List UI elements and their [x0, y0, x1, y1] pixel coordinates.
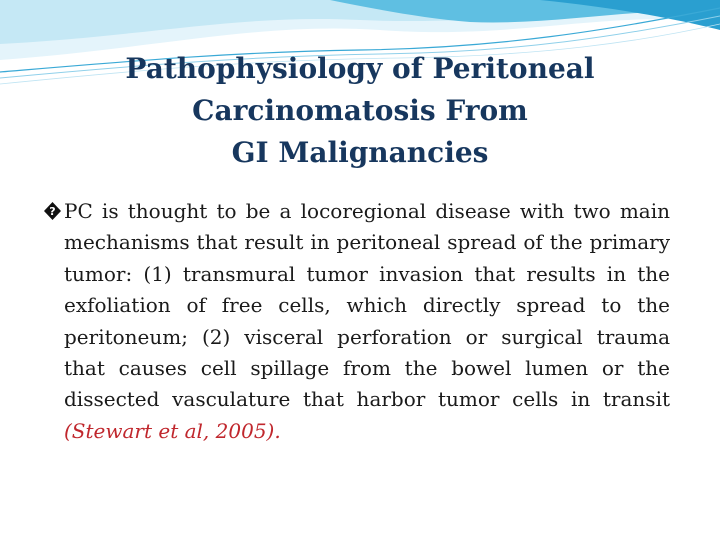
body-text: PC is thought to be a locoregional disease with two main mechanisms that result in peritoneal spread of the primary tumor: (1) transmural tumor invasion that results in the exfoliation of free cells, which directly spread to the peritoneum; (2) visceral perforation or surgical trauma that causes cell spillage from the bowel lumen or the dissected vasculature that harbor tumor cells in transit: [64, 199, 670, 412]
title-line-3: GI Malignancies: [231, 136, 489, 169]
replacement-glyph-icon: [44, 202, 61, 220]
bullet-paragraph: [49, 196, 670, 447]
svg-text:?: ?: [49, 205, 56, 218]
title-line-1: Pathophysiology of Peritoneal: [125, 52, 595, 85]
citation-text: (Stewart et al, 2005).: [64, 418, 281, 443]
slide-title: [60, 48, 660, 174]
title-line-2: Carcinomatosis From: [192, 94, 528, 127]
